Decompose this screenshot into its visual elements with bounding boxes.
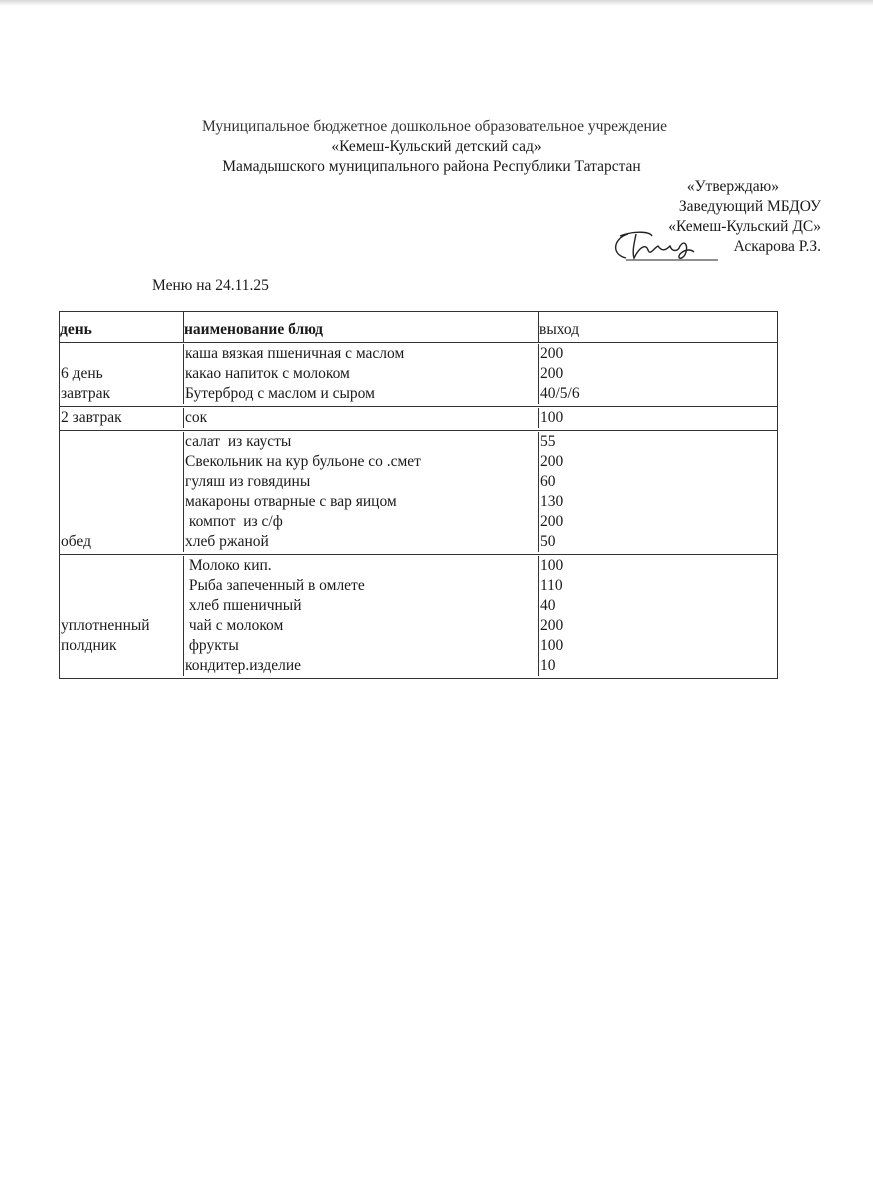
- dish-name: фрукты: [185, 637, 239, 654]
- dish-yield: 60: [540, 473, 556, 490]
- scan-edge: [0, 0, 873, 6]
- dish-cell: [183, 408, 538, 428]
- dish-yield: 200: [540, 453, 564, 470]
- dish-yield: 200: [540, 345, 564, 362]
- day-label: уплотненный: [61, 617, 150, 634]
- day-label: [60, 656, 183, 676]
- dish-name: каша вязкая пшеничная с маслом: [185, 345, 405, 362]
- dish-name: хлеб ржаной: [185, 533, 269, 550]
- column-header-yield: выход: [538, 312, 777, 342]
- dish-name: Рыба запеченный в омлете: [185, 577, 365, 594]
- dish-name: гуляш из говядины: [185, 473, 311, 490]
- dish-name: Свекольник на кур бульоне со .смет: [185, 453, 421, 470]
- yield-cell: [538, 344, 777, 404]
- dish-cell: [183, 556, 538, 676]
- day-label: полдник: [61, 637, 117, 654]
- dish-yield: 200: [540, 365, 564, 382]
- dish-yield: 200: [540, 513, 564, 530]
- dish-yield: 100: [540, 637, 564, 654]
- dish-yield: 55: [540, 433, 556, 450]
- yield-cell: [538, 556, 777, 676]
- signature-icon: [606, 226, 720, 264]
- dish-cell: [183, 432, 538, 552]
- day-label: [60, 344, 183, 364]
- dish-name: макароны отварные с вар яицом: [185, 493, 397, 510]
- dish-yield: 200: [540, 617, 564, 634]
- dish-yield: 40/5/6: [540, 385, 580, 402]
- column-header-day: день: [60, 321, 92, 338]
- day-label: [60, 576, 183, 596]
- meal-section: [60, 430, 777, 554]
- day-label: [60, 472, 183, 492]
- menu-date-title: Меню на 24.11.25: [152, 277, 269, 294]
- dish-yield: 100: [540, 557, 564, 574]
- approval-position: Заведующий МБДОУ: [678, 198, 821, 215]
- day-label: 6 день: [61, 365, 103, 382]
- dish-name: чай с молоком: [185, 617, 284, 634]
- yield-cell: [538, 432, 777, 552]
- dish-yield: 110: [540, 577, 563, 594]
- dish-name: хлеб пшеничный: [185, 597, 302, 614]
- dish-yield: 10: [540, 657, 556, 674]
- day-label: обед: [61, 533, 91, 550]
- day-label: [60, 556, 183, 576]
- institution-name: Муниципальное бюджетное дошкольное образовательное учреждение: [202, 118, 667, 135]
- approval-title: «Утверждаю»: [686, 178, 779, 195]
- meal-section: [60, 342, 777, 406]
- day-label: [60, 512, 183, 532]
- day-cell: [60, 432, 183, 552]
- approval-name: Аскарова Р.З.: [733, 238, 821, 255]
- dish-name: кондитер.изделие: [185, 657, 302, 674]
- day-label: [60, 596, 183, 616]
- meal-section: [60, 406, 777, 430]
- approval-org: «Кемеш-Кульский ДС»: [668, 218, 821, 235]
- dish-name: какао напиток с молоком: [185, 365, 350, 382]
- dish-yield: 40: [540, 597, 556, 614]
- day-label: [60, 492, 183, 512]
- meal-section: [60, 554, 777, 678]
- day-cell: [60, 344, 183, 404]
- day-label: завтрак: [61, 385, 111, 402]
- dish-name: салат из каусты: [185, 433, 292, 450]
- dish-name: Бутерброд с маслом и сыром: [185, 385, 375, 402]
- yield-cell: [538, 408, 777, 428]
- dish-yield: 100: [540, 409, 564, 426]
- dish-yield: 130: [540, 493, 564, 510]
- day-cell: [60, 408, 183, 428]
- dish-cell: [183, 344, 538, 404]
- district-name: Мамадышского муниципального района Республики Татарстан: [222, 158, 641, 175]
- dish-name: сок: [185, 409, 208, 426]
- table-header: [60, 312, 777, 342]
- dish-name: Молоко кип.: [185, 557, 272, 574]
- day-label: 2 завтрак: [61, 409, 122, 426]
- column-header-dish: наименование блюд: [183, 312, 538, 342]
- dish-name: компот из с/ф: [185, 513, 283, 530]
- day-label: [60, 432, 183, 452]
- day-label: [60, 452, 183, 472]
- day-cell: [60, 556, 183, 676]
- menu-table: [59, 311, 778, 679]
- dish-yield: 50: [540, 533, 556, 550]
- kindergarten-name: «Кемеш-Кульский детский сад»: [331, 138, 542, 155]
